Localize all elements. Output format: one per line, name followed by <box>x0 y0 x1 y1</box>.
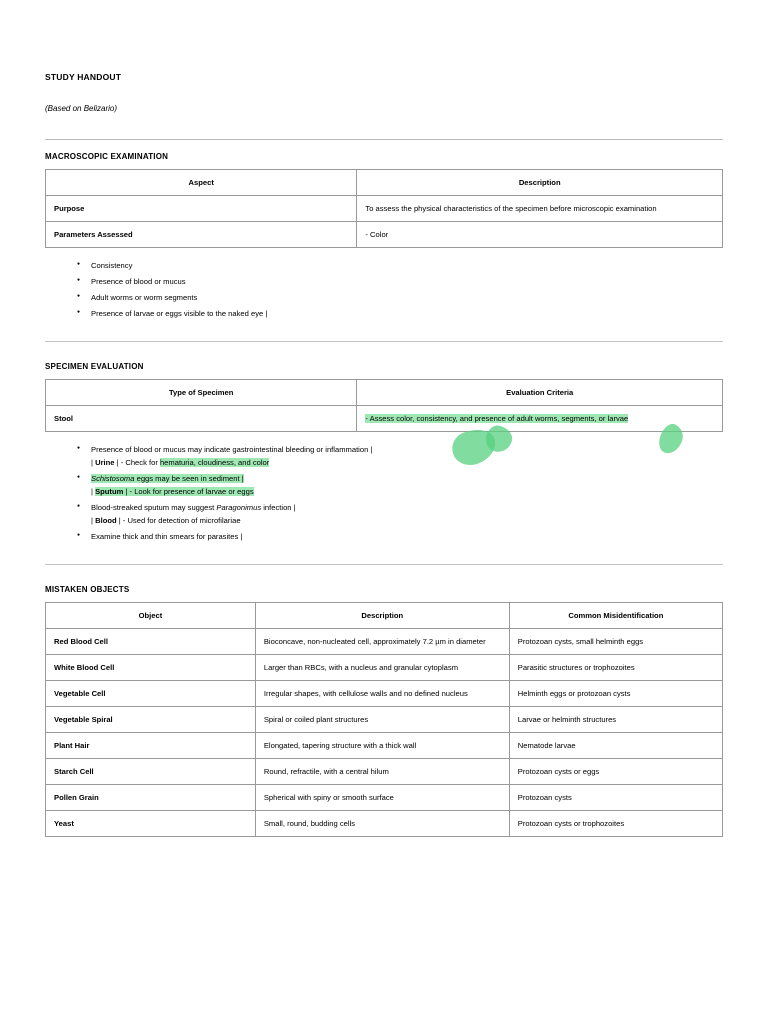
list-item-main: Blood-streaked sputum may suggest Paragonimus infection | <box>91 503 296 512</box>
specimen-table <box>45 379 723 432</box>
sub-rest: | - Look for presence of larvae or eggs <box>123 487 254 496</box>
cell-description: Spherical with spiny or smooth surface <box>255 785 509 811</box>
divider <box>45 139 723 140</box>
cell-misidentification: Helminth eggs or protozoan cysts <box>509 681 722 707</box>
cell-object: Vegetable Cell <box>46 681 256 707</box>
sub-rest: | - Check for hematuria, cloudiness, and color <box>114 458 270 467</box>
sub-prefix: | <box>91 487 96 496</box>
table-row <box>46 707 723 733</box>
column-header-object: Object <box>46 603 256 629</box>
sub-prefix: | <box>91 516 96 525</box>
page-title: STUDY HANDOUT <box>45 72 122 82</box>
table-header-row <box>46 380 723 406</box>
macroscopic-table <box>45 169 723 248</box>
column-header-evaluation-criteria: Evaluation Criteria <box>357 380 723 406</box>
list-item <box>91 502 723 526</box>
cell-stool-criteria <box>357 406 723 432</box>
document-subtitle: (Based on Belizario) <box>45 104 118 113</box>
sub-bold: Blood <box>95 516 117 525</box>
cell-misidentification: Protozoan cysts or trophozoites <box>509 811 722 837</box>
cell-misidentification: Protozoan cysts <box>509 785 722 811</box>
table-row <box>46 811 723 837</box>
list-item: ● Presence of blood or mucus <box>91 276 723 287</box>
cell-description: Elongated, tapering structure with a thick wall <box>255 733 509 759</box>
cell-misidentification: Protozoan cysts or eggs <box>509 759 722 785</box>
table-row <box>46 681 723 707</box>
list-item <box>91 531 723 542</box>
column-header-misidentification: Common Misidentification <box>509 603 722 629</box>
cell-object: Yeast <box>46 811 256 837</box>
table-row <box>46 222 723 248</box>
mistaken-objects-table <box>45 602 723 837</box>
cell-misidentification: Protozoan cysts, small helminth eggs <box>509 629 722 655</box>
column-header-type-of-specimen: Type of Specimen <box>46 380 357 406</box>
cell-misidentification: Parasitic structures or trophozoites <box>509 655 722 681</box>
sub-bold: Urine <box>95 458 115 467</box>
table-row <box>46 733 723 759</box>
table-header-row <box>46 170 723 196</box>
column-header-aspect: Aspect <box>46 170 357 196</box>
cell-parameters-label: Parameters Assessed <box>46 222 357 248</box>
table-row <box>46 655 723 681</box>
cell-misidentification: Nematode larvae <box>509 733 722 759</box>
list-item: ● Consistency <box>91 260 723 271</box>
section-heading-specimen: SPECIMEN EVALUATION <box>45 362 144 371</box>
highlighted-text: - Assess color, consistency, and presence of adult worms, segments, or larvae <box>365 414 629 423</box>
list-item-main: Presence of blood or mucus may indicate gastrointestinal bleeding or inflammation | <box>91 445 373 454</box>
table-row <box>46 196 723 222</box>
cell-purpose-label: Purpose <box>46 196 357 222</box>
divider <box>45 341 723 342</box>
cell-object: Plant Hair <box>46 733 256 759</box>
list-item-main: Schistosoma eggs may be seen in sediment | <box>91 474 244 483</box>
macroscopic-bullet-list <box>45 260 723 319</box>
list-item <box>91 444 723 468</box>
cell-misidentification: Larvae or helminth structures <box>509 707 722 733</box>
divider <box>45 564 723 565</box>
cell-parameters-description: - Color <box>357 222 723 248</box>
sub-prefix: | <box>91 458 96 467</box>
list-item <box>91 473 723 497</box>
section-heading-macroscopic: MACROSCOPIC EXAMINATION <box>45 152 169 161</box>
cell-description: Bioconcave, non-nucleated cell, approximately 7.2 µm in diameter <box>255 629 509 655</box>
cell-stool-label: Stool <box>46 406 357 432</box>
list-item: ● Adult worms or worm segments <box>91 292 723 303</box>
cell-object: White Blood Cell <box>46 655 256 681</box>
table-row <box>46 406 723 432</box>
list-item: ● Presence of larvae or eggs visible to the naked eye | <box>91 308 723 319</box>
cell-description: Irregular shapes, with cellulose walls and no defined nucleus <box>255 681 509 707</box>
cell-object: Red Blood Cell <box>46 629 256 655</box>
sub-rest: | - Used for detection of microfilariae <box>116 516 241 525</box>
column-header-description: Description <box>357 170 723 196</box>
table-row <box>46 759 723 785</box>
section-heading-mistaken-objects: MISTAKEN OBJECTS <box>45 585 130 594</box>
cell-object: Vegetable Spiral <box>46 707 256 733</box>
specimen-bullet-list <box>45 444 723 542</box>
column-header-description: Description <box>255 603 509 629</box>
cell-description: Spiral or coiled plant structures <box>255 707 509 733</box>
cell-purpose-description: To assess the physical characteristics of the specimen before microscopic examination <box>357 196 723 222</box>
cell-object: Starch Cell <box>46 759 256 785</box>
cell-description: Larger than RBCs, with a nucleus and granular cytoplasm <box>255 655 509 681</box>
sub-bold: Sputum <box>95 487 124 496</box>
list-item-sub <box>91 515 723 526</box>
cell-object: Pollen Grain <box>46 785 256 811</box>
list-item-main: Examine thick and thin smears for parasites | <box>91 532 243 541</box>
table-header-row <box>46 603 723 629</box>
table-row <box>46 629 723 655</box>
cell-description: Small, round, budding cells <box>255 811 509 837</box>
table-row <box>46 785 723 811</box>
list-item-sub <box>91 457 723 468</box>
list-item-sub <box>91 486 723 497</box>
cell-description: Round, refractile, with a central hilum <box>255 759 509 785</box>
